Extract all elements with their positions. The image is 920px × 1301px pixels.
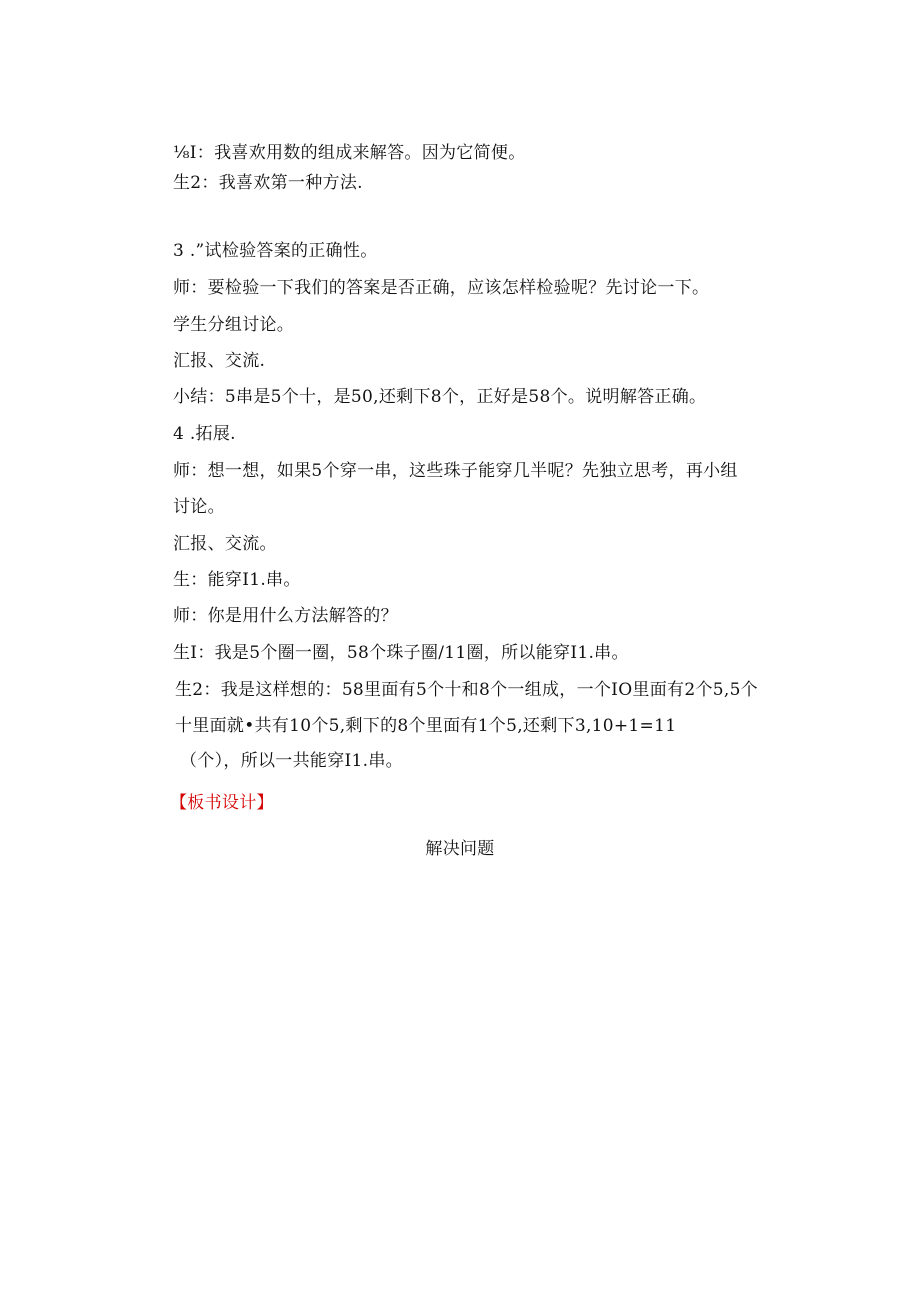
text-line: 汇报、交流。 — [173, 534, 277, 554]
text-line: 学生分组讨论。 — [173, 315, 295, 335]
section-heading: 【板书设计】 — [170, 793, 274, 813]
text-line: 3 .”试检验答案的正确性。 — [173, 241, 378, 261]
text-line: 师：要检验一下我们的答案是否正确，应该怎样检验呢？先讨论一下。 — [173, 278, 710, 298]
text-line: 十里面就•共有10个5,剩下的8个里面有1个5,还剩下3,10+1=11 — [175, 716, 677, 736]
text-line: 汇报、交流. — [173, 351, 266, 371]
text-line: 师：想一想，如果5个穿一串，这些珠子能穿几半呢？先独立思考，再小组 — [173, 461, 738, 481]
text-line: 讨论。 — [173, 497, 225, 517]
text-line: 生：能穿I1.串。 — [173, 570, 301, 590]
text-line: 生2：我是这样想的：58里面有5个十和8个一组成，一个IO里面有2个5,5个 — [175, 680, 758, 700]
text-line: ⅛I：我喜欢用数的组成来解答。因为它简便。 — [173, 143, 526, 163]
text-line: 4 .拓展. — [173, 424, 236, 444]
text-line: 师：你是用什么方法解答的？ — [173, 606, 398, 626]
text-line: 生2：我喜欢第一种方法. — [173, 173, 363, 193]
text-line: 生I：我是5个圈一圈，58个珠子圈/11圈，所以能穿I1.串。 — [173, 643, 629, 663]
text-line: （个），所以一共能穿I1.串。 — [180, 751, 403, 771]
board-title: 解决问题 — [425, 839, 495, 859]
text-line: 小结：5串是5个十，是50,还剩下8个，正好是58个。说明解答正确。 — [173, 387, 707, 407]
